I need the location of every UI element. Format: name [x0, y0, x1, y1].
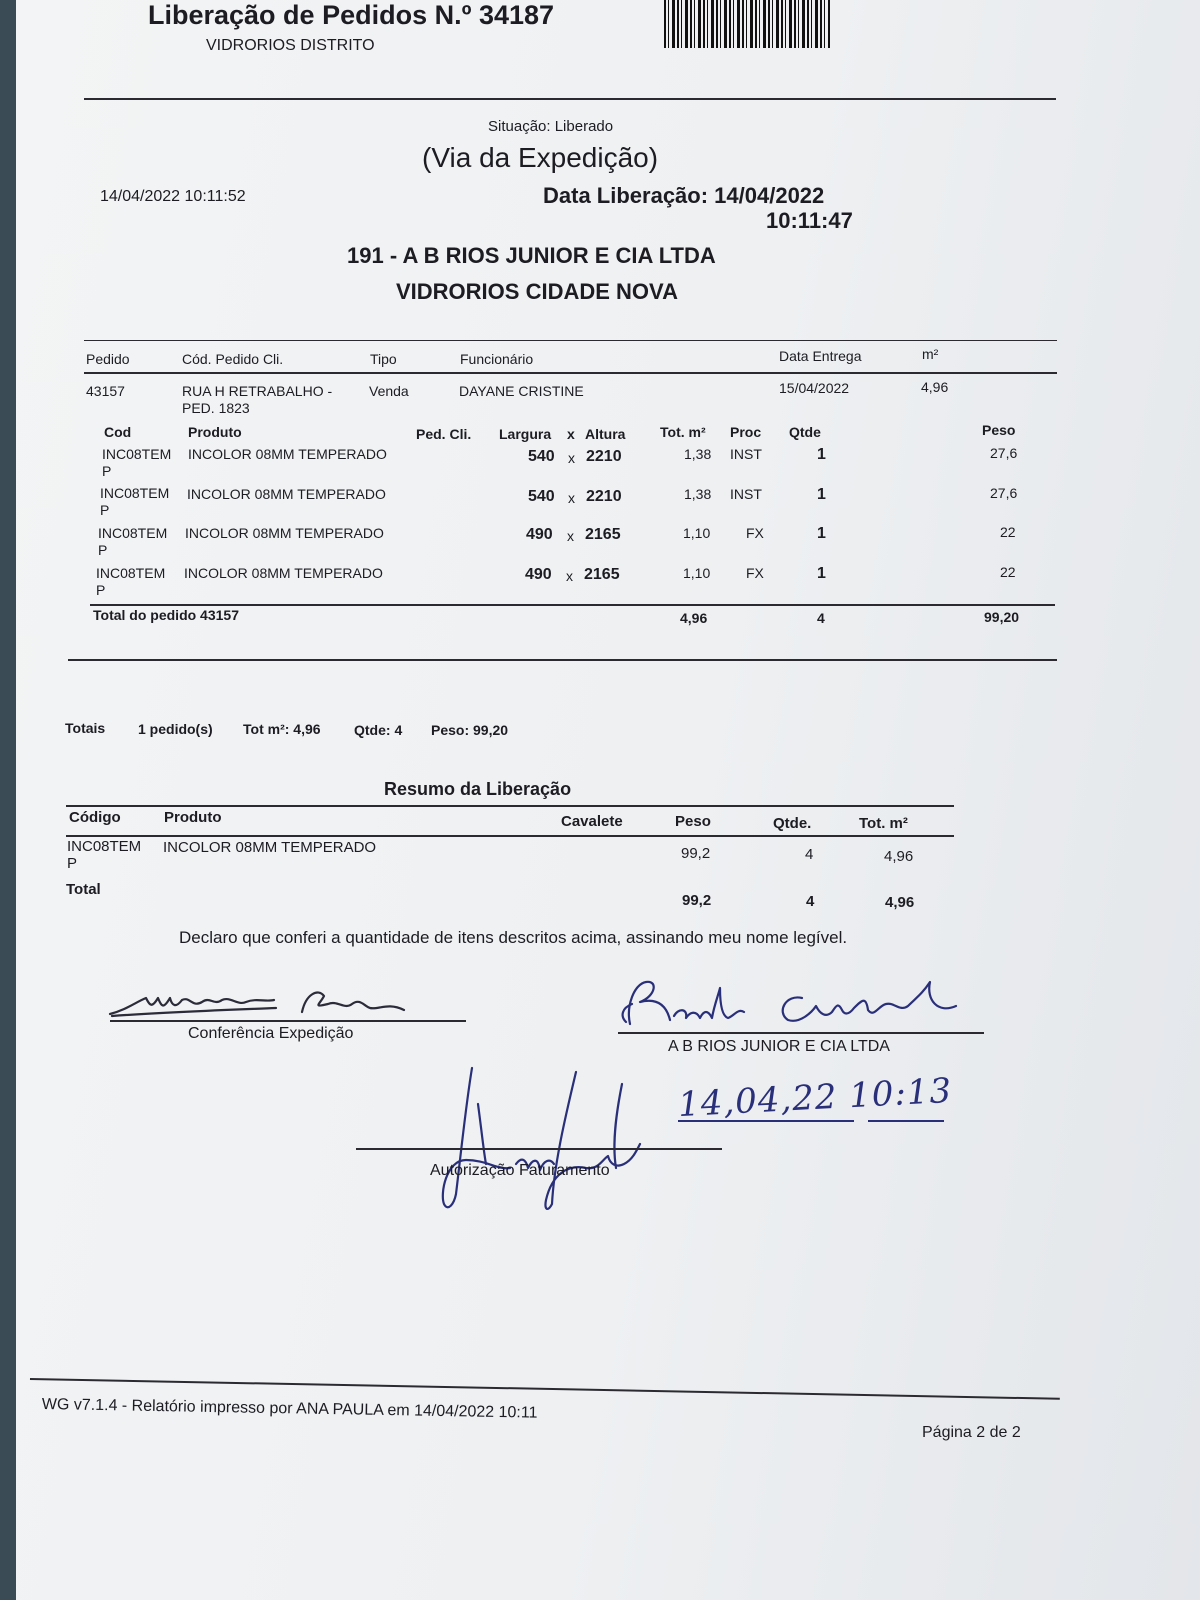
items-col-ped-cli: Ped. Cli.: [416, 426, 472, 442]
item-qty: 1: [817, 525, 826, 542]
item-cod: INC08TEM: [98, 525, 168, 541]
item-cod: INC08TEM: [102, 446, 172, 462]
signature-line-conferencia: [110, 1020, 466, 1022]
signature-cliente: [616, 976, 976, 1036]
declaration-sentence: Declaro que conferi a quantidade de itens descritos acima, assinando meu nome legível.: [179, 928, 848, 947]
col-pedido: Pedido: [86, 351, 130, 367]
item-weight: 22: [1000, 524, 1016, 540]
item-height: 2165: [585, 526, 621, 543]
totals-label: Totais: [65, 720, 106, 736]
release-date: Data Liberação: 14/04/2022: [543, 183, 825, 208]
item-x: x: [568, 450, 575, 466]
item-width: 540: [528, 448, 555, 465]
footer-printed-by: WG v7.1.4 - Relatório impresso por ANA PAULA em 14/04/2022 10:11: [41, 1396, 538, 1422]
order-total-weight: 99,20: [984, 609, 1020, 625]
order-total-label: Total do pedido 43157: [93, 607, 239, 623]
items-col-proc: Proc: [730, 424, 762, 440]
order-table-top: [84, 340, 1057, 341]
item-width: 490: [525, 566, 552, 583]
summary-col-peso: Peso: [675, 813, 711, 830]
item-product: INCOLOR 08MM TEMPERADO: [185, 525, 384, 541]
handwritten-date: 14,04,22 10:13: [677, 1070, 954, 1126]
item-cod-suffix: P: [96, 582, 106, 598]
summary-total-qty: 4: [806, 893, 815, 910]
item-cod-suffix: P: [100, 502, 110, 518]
barcode: [664, 0, 830, 48]
item-m2: 1,10: [683, 525, 711, 541]
order-type: Venda: [369, 383, 409, 399]
item-weight: 27,6: [990, 485, 1018, 501]
summary-weight: 99,2: [681, 845, 711, 862]
item-m2: 1,38: [684, 486, 712, 502]
col-m2: m²: [922, 346, 939, 362]
handwritten-time-underline: [868, 1120, 944, 1122]
col-cod-pedido-cli: Cód. Pedido Cli.: [182, 351, 284, 367]
summary-col-qtde: Qtde.: [773, 815, 812, 832]
item-qty: 1: [817, 446, 826, 463]
item-weight: 22: [1000, 564, 1016, 580]
totals-weight: Peso: 99,20: [431, 722, 509, 738]
order-total-m2: 4,96: [680, 610, 708, 626]
summary-total-label: Total: [66, 881, 101, 898]
item-width: 490: [526, 526, 553, 543]
item-width: 540: [528, 488, 555, 505]
item-proc: INST: [730, 486, 762, 502]
items-col-peso: Peso: [982, 422, 1016, 438]
cliente-label: A B RIOS JUNIOR E CIA LTDA: [668, 1038, 890, 1055]
item-x: x: [567, 528, 574, 544]
item-height: 2210: [586, 448, 622, 465]
order-m2: 4,96: [921, 379, 949, 395]
item-x: x: [566, 568, 573, 584]
summary-qty: 4: [805, 846, 814, 863]
status-text: Situação: Liberado: [488, 118, 614, 135]
order-employee: DAYANE CRISTINE: [459, 383, 584, 399]
item-product: INCOLOR 08MM TEMPERADO: [184, 565, 383, 581]
client-name: 191 - A B RIOS JUNIOR E CIA LTDA: [347, 243, 716, 268]
col-data-entrega: Data Entrega: [779, 348, 862, 364]
order-delivery-date: 15/04/2022: [779, 380, 850, 396]
totals-m2: Tot m²: 4,96: [243, 721, 321, 737]
order-bottom-rule: [68, 659, 1057, 661]
order-table-header-rule: [84, 372, 1057, 374]
item-proc: INST: [730, 446, 762, 462]
summary-m2: 4,96: [884, 848, 914, 865]
item-cod-suffix: P: [98, 542, 108, 558]
summary-header-rule: [66, 835, 954, 837]
summary-cod-suffix: P: [67, 855, 78, 872]
totals-qty: Qtde: 4: [354, 722, 403, 738]
items-col-altura: Altura: [585, 426, 626, 442]
item-proc: FX: [746, 525, 764, 541]
item-cod-suffix: P: [102, 463, 112, 479]
client-store: VIDRORIOS CIDADE NOVA: [396, 279, 678, 304]
item-product: INCOLOR 08MM TEMPERADO: [188, 446, 387, 462]
totals-orders: 1 pedido(s): [138, 721, 213, 737]
conferencia-label: Conferência Expedição: [188, 1025, 354, 1042]
summary-title: Resumo da Liberação: [384, 779, 572, 799]
items-col-largura: Largura: [499, 426, 552, 442]
document-page: [16, 0, 1200, 1600]
item-height: 2165: [584, 566, 620, 583]
items-col-qtde: Qtde: [789, 424, 821, 440]
item-qty: 1: [817, 565, 826, 582]
item-m2: 1,38: [684, 446, 712, 462]
summary-top-rule: [66, 805, 954, 807]
release-time: 10:11:47: [766, 208, 853, 233]
header-divider: [84, 98, 1056, 100]
items-col-produto: Produto: [188, 424, 242, 440]
item-weight: 27,6: [990, 445, 1018, 461]
item-x: x: [568, 490, 575, 506]
declaration-text: [179, 928, 847, 948]
document-title: Liberação de Pedidos N.º 34187: [148, 0, 555, 30]
items-col-x: x: [567, 426, 575, 442]
order-number: 43157: [86, 383, 125, 399]
summary-col-tot-m2: Tot. m²: [859, 815, 908, 832]
col-tipo: Tipo: [370, 351, 397, 367]
signature-line-cliente: [618, 1032, 984, 1034]
branch-name: VIDRORIOS DISTRITO: [206, 37, 375, 54]
item-qty: 1: [817, 486, 826, 503]
footer-rule: [30, 1378, 1060, 1400]
summary-col-cavalete: Cavalete: [561, 813, 623, 830]
item-m2: 1,10: [683, 565, 711, 581]
summary-cod: INC08TEM: [67, 838, 142, 855]
signature-autorizacao: [426, 1064, 646, 1214]
item-product: INCOLOR 08MM TEMPERADO: [187, 486, 386, 502]
item-height: 2210: [586, 488, 622, 505]
item-proc: FX: [746, 565, 764, 581]
summary-col-produto: Produto: [164, 809, 222, 826]
print-timestamp: 14/04/2022 10:11:52: [100, 188, 246, 205]
footer-page-number: Página 2 de 2: [922, 1424, 1021, 1441]
order-total-qty: 4: [817, 610, 825, 626]
item-cod: INC08TEM: [96, 565, 166, 581]
order-client-code-1: RUA H RETRABALHO -: [182, 383, 333, 399]
autorizacao-label: Autorização Faturamento: [430, 1162, 610, 1179]
signature-conferencia: [106, 984, 436, 1024]
summary-col-codigo: Código: [69, 809, 121, 826]
summary-product: INCOLOR 08MM TEMPERADO: [163, 839, 377, 856]
order-client-code-2: PED. 1823: [182, 400, 250, 416]
signature-line-autorizacao: [356, 1148, 722, 1150]
col-funcionario: Funcionário: [460, 351, 534, 367]
item-cod: INC08TEM: [100, 485, 170, 501]
copy-type: (Via da Expedição): [422, 142, 659, 173]
items-col-tot-m2: Tot. m²: [660, 424, 706, 440]
order-total-rule: [90, 604, 1055, 606]
summary-total-m2: 4,96: [885, 894, 915, 911]
summary-total-weight: 99,2: [682, 892, 712, 909]
items-col-cod: Cod: [104, 424, 132, 440]
handwritten-date-underline: [678, 1120, 854, 1122]
